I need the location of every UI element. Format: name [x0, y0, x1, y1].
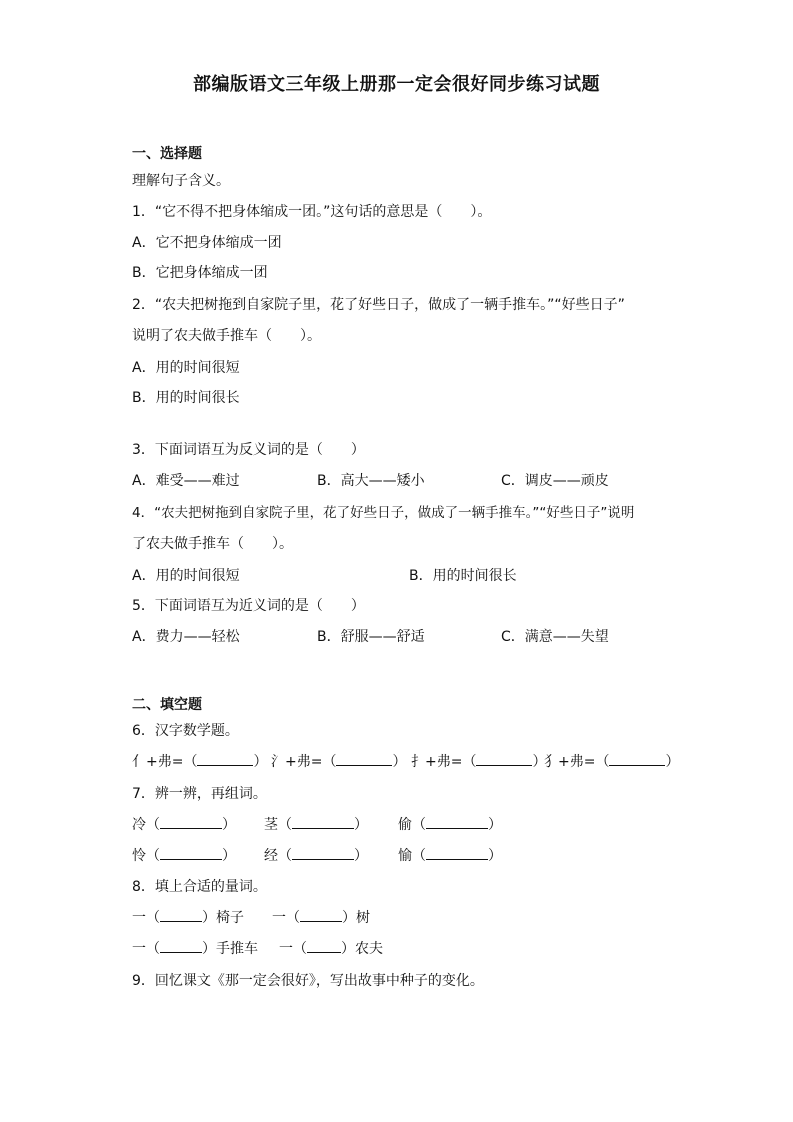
q1-option-a: A．它不把身体缩成一团: [132, 235, 282, 251]
closing-paren: ）: [488, 817, 502, 833]
q8-prefix: 一（: [272, 910, 300, 926]
closing-paren: ）: [222, 817, 236, 833]
closing-paren: ）: [253, 754, 268, 770]
q6-item-label: 扌+弗=（: [411, 754, 477, 770]
q7-row1-item-3: [398, 816, 502, 834]
question-6: 6．汉字数学题。: [132, 723, 239, 739]
answer-blank[interactable]: [292, 847, 354, 860]
q3-option-c: C．调皮——顽皮: [501, 473, 609, 489]
q2-option-b: B．用的时间很长: [132, 390, 240, 406]
q3-option-a: A．难受——难过: [132, 473, 240, 489]
question-8: 8．填上合适的量词。: [132, 879, 267, 895]
answer-blank[interactable]: [292, 816, 354, 829]
q7-row1-item-1: [132, 816, 236, 834]
q6-item-label: 亻+弗=（: [132, 754, 198, 770]
q2-option-a: A．用的时间很短: [132, 360, 240, 376]
q8-prefix: 一（: [132, 910, 160, 926]
question-1: 1．“它不得不把身体缩成一团。”这句话的意思是（ ）。: [132, 204, 492, 220]
q6-item-3: [411, 753, 546, 771]
q8-row1-item-1: [132, 909, 244, 927]
q3-option-b: B．高大——矮小: [317, 473, 425, 489]
closing-paren: ）: [665, 754, 680, 770]
q4-option-a: A．用的时间很短: [132, 568, 240, 584]
question-3: 3．下面词语互为反义词的是（ ）: [132, 442, 365, 458]
answer-blank[interactable]: [609, 753, 665, 766]
q1-option-b: B．它把身体缩成一团: [132, 265, 268, 281]
page-title: 部编版语文三年级上册那一定会很好同步练习试题: [193, 74, 600, 95]
closing-paren: ）: [532, 754, 547, 770]
q8-noun: ）手推车: [202, 941, 258, 957]
answer-blank[interactable]: [160, 909, 202, 922]
closing-paren: ）: [488, 848, 502, 864]
q6-item-label: 犭+弗=（: [544, 754, 610, 770]
q7-char: 茎（: [264, 817, 292, 833]
answer-blank[interactable]: [160, 940, 202, 953]
answer-blank[interactable]: [300, 909, 342, 922]
q7-char: 偷（: [398, 817, 426, 833]
q7-row2-item-1: [132, 847, 236, 865]
q8-row2-item-1: [132, 940, 258, 958]
answer-blank[interactable]: [160, 816, 222, 829]
answer-blank[interactable]: [426, 816, 488, 829]
section-heading-fill: 二、填空题: [132, 697, 202, 713]
q8-row2-item-2: [279, 940, 383, 958]
answer-blank[interactable]: [197, 753, 253, 766]
question-2-line-1: 2．“农夫把树拖到自家院子里，花了好些日子，做成了一辆手推车。”“好些日子”: [132, 297, 625, 313]
q5-option-a: A．费力——轻松: [132, 629, 240, 645]
q8-prefix: 一（: [279, 941, 307, 957]
q7-char: 愉（: [398, 848, 426, 864]
closing-paren: ）: [354, 848, 368, 864]
question-2-line-2: 说明了农夫做手推车（ ）。: [132, 328, 321, 344]
question-4-line-2: 了农夫做手推车（ ）。: [132, 536, 293, 552]
question-7: 7．辨一辨，再组词。: [132, 786, 267, 802]
closing-paren: ）: [222, 848, 236, 864]
answer-blank[interactable]: [160, 847, 222, 860]
section-heading-choice: 一、选择题: [132, 146, 202, 162]
q8-prefix: 一（: [132, 941, 160, 957]
q7-char: 经（: [264, 848, 292, 864]
closing-paren: ）: [354, 817, 368, 833]
answer-blank[interactable]: [426, 847, 488, 860]
q4-option-b: B．用的时间很长: [409, 568, 517, 584]
q6-item-4: [544, 753, 679, 771]
q7-char: 冷（: [132, 817, 160, 833]
q7-char: 怜（: [132, 848, 160, 864]
q5-option-c: C．满意——失望: [501, 629, 609, 645]
section-intro: 理解句子含义。: [132, 173, 230, 189]
q8-noun: ）农夫: [341, 941, 383, 957]
q5-option-b: B．舒服——舒适: [317, 629, 425, 645]
q6-item-label: 氵+弗=（: [271, 754, 337, 770]
question-9: 9．回忆课文《那一定会很好》，写出故事中种子的变化。: [132, 973, 484, 989]
q7-row2-item-3: [398, 847, 502, 865]
q8-row1-item-2: [272, 909, 370, 927]
answer-blank[interactable]: [336, 753, 392, 766]
answer-blank[interactable]: [307, 940, 341, 953]
closing-paren: ）: [392, 754, 407, 770]
q8-noun: ）树: [342, 910, 370, 926]
q6-item-1: [132, 753, 267, 771]
q6-item-2: [271, 753, 406, 771]
q7-row2-item-2: [264, 847, 368, 865]
q7-row1-item-2: [264, 816, 368, 834]
question-4-line-1: 4．“农夫把树拖到自家院子里，花了好些日子，做成了一辆手推车。”“好些日子”说明: [132, 505, 635, 521]
answer-blank[interactable]: [476, 753, 532, 766]
q8-noun: ）椅子: [202, 910, 244, 926]
question-5: 5．下面词语互为近义词的是（ ）: [132, 598, 365, 614]
